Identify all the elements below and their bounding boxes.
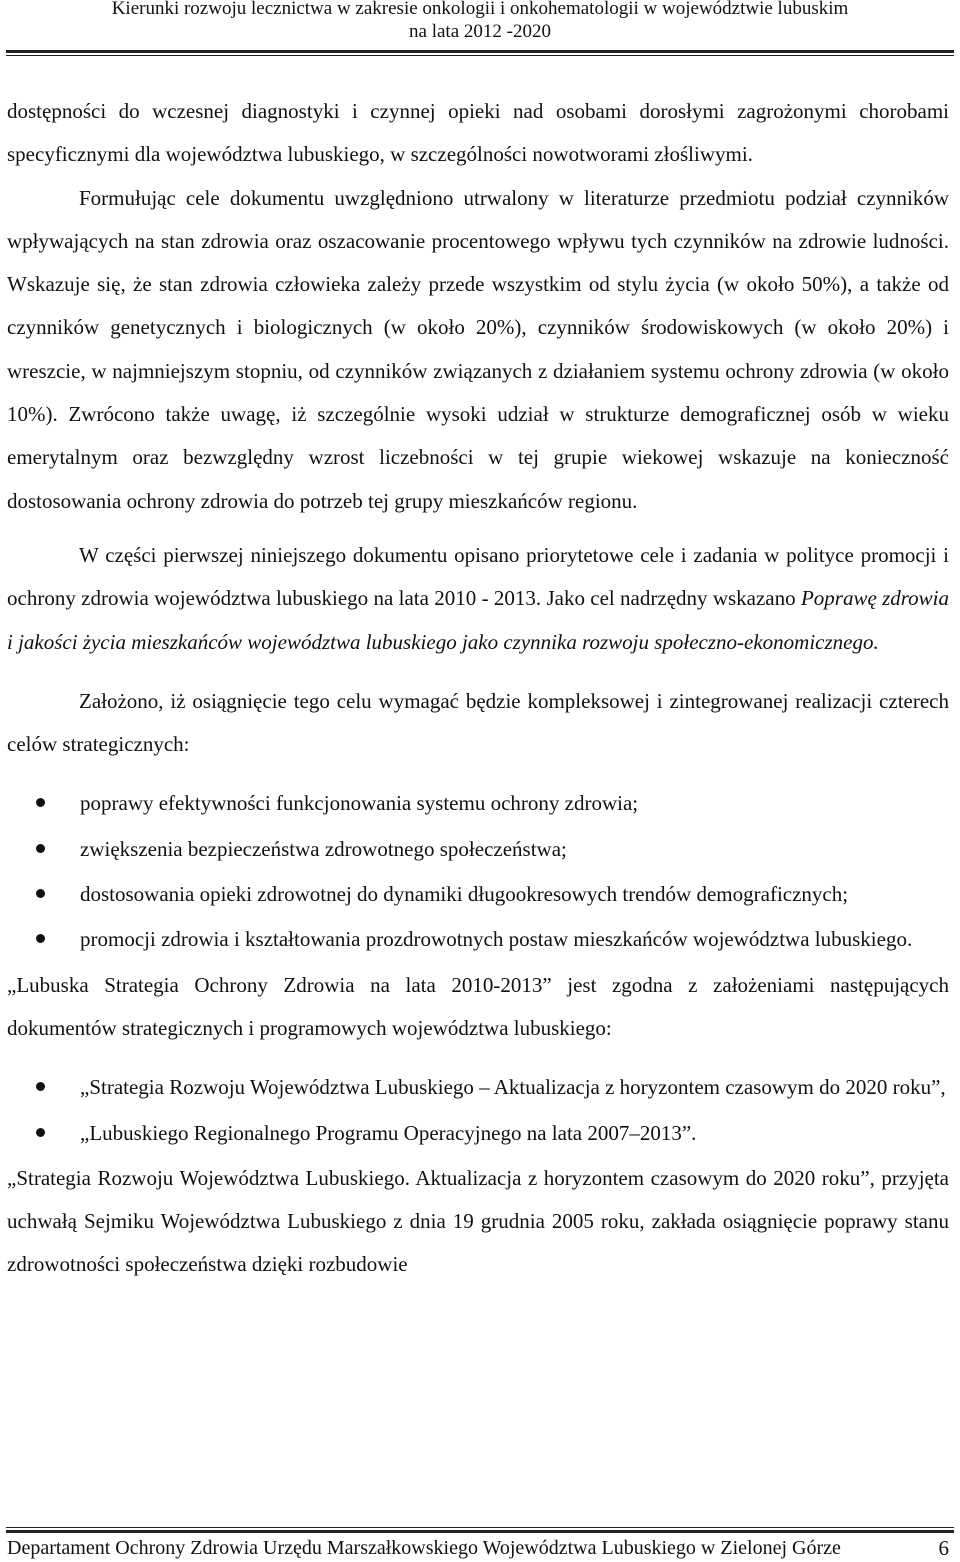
bullet-icon — [36, 934, 45, 943]
list-item — [7, 1112, 949, 1155]
list-item — [7, 1066, 949, 1109]
paragraph-1: dostępności do wczesnej diagnostyki i czynnej opieki nad osobami dorosłymi zagrożonymi chorobami specyficznymi dla województwa lubuskiego, w szczególności nowotworami złośliwymi. — [7, 99, 949, 167]
list-item — [7, 873, 949, 916]
paragraph-6: „Strategia Rozwoju Województwa Lubuskiego. Aktualizacja z horyzontem czasowym do 2020 roku”, przyjęta uchwałą Sejmiku Województwa Lubuskiego z dnia 19 grudnia 2005 roku, zakłada osiągnięcie poprawy stanu zdrowotności społeczeństwa dzięki rozbudowie — [7, 1165, 949, 1277]
paragraph-4: Założono, iż osiągnięcie tego celu wymagać będzie kompleksowej i zintegrowanej realizacji czterech celów strategicznych: — [7, 688, 949, 757]
header-rule-thin — [6, 55, 954, 56]
list-item-text: poprawy efektywności funkcjonowania systemu ochrony zdrowia; — [80, 791, 639, 816]
header-rule-thick — [6, 50, 954, 53]
list-item-text: „Strategia Rozwoju Województwa Lubuskiego – Aktualizacja z horyzontem czasowym do 2020 roku”, — [80, 1075, 946, 1100]
list-item-text: zwiększenia bezpieczeństwa zdrowotnego społeczeństwa; — [80, 836, 567, 861]
bullet-icon — [36, 798, 45, 807]
paragraph-2: Formułując cele dokumentu uwzględniono utrwalony w literaturze przedmiotu podział czynników wpływających na stan zdrowia oraz oszacowanie procentowego wpływu tych czynników na zdrowie ludności. Wskazuje się, że stan zdrowia człowieka zależy przede wszystkim od stylu życia (w około 50%), a także od czynników genetycznych i biologicznych (w około 20%), czynników środowiskowych (w około 20%) i wreszcie, w najmniejszym stopniu, od czynników związanych z działaniem systemu ochrony zdrowia (w około 10%). Zwrócono także uwagę, iż szczególnie wysoki udział w strukturze demograficznej osób w wieku emerytalnym oraz bezwzględny wzrost liczebności w tej grupie wiekowej wskazuje na konieczność dostosowania ochrony zdrowia do potrzeb tej grupy mieszkańców regionu. — [7, 185, 949, 513]
list-item — [7, 828, 949, 871]
documents-list — [7, 1066, 949, 1155]
list-item-text: promocji zdrowia i kształtowania prozdrowotnych postaw mieszkańców województwa lubuskiego. — [80, 927, 913, 952]
page-footer — [7, 1535, 951, 1561]
list-item — [7, 918, 949, 961]
paragraph-3-emphasis: Poprawę zdrowia i jakości życia mieszkańców województwa lubuskiego jako czynnika rozwoju społeczno-ekonomicznego. — [7, 586, 950, 654]
list-item-text: dostosowania opieki zdrowotnej do dynamiki długookresowych trendów demograficznych; — [80, 882, 849, 907]
paragraph-5: „Lubuska Strategia Ochrony Zdrowia na lata 2010-2013” jest zgodna z założeniami następujących dokumentów strategicznych i programowych województwa lubuskiego: — [7, 972, 949, 1040]
bullet-icon — [36, 889, 45, 898]
bullet-icon — [36, 1082, 45, 1091]
bullet-icon — [36, 1128, 45, 1137]
paragraph-3-text: W części pierwszej niniejszego dokumentu opisano priorytetowe cele i zadania w polityce promocji i ochrony zdrowia województwa lubuskiego na lata 2010 - 2013. Jako cel nadrzędny wskazano — [7, 542, 949, 611]
page-number: 6 — [938, 1536, 949, 1560]
footer-rule-thin — [6, 1527, 954, 1528]
footer-rule-thick — [6, 1530, 954, 1533]
bullet-icon — [36, 844, 45, 853]
header-title: Kierunki rozwoju lecznictwa w zakresie onkologii i onkohematologii w województwie lubuskim — [111, 0, 849, 19]
header-subtitle: na lata 2012 -2020 — [409, 21, 551, 42]
paragraph-3 — [7, 534, 949, 664]
list-item-text: „Lubuskiego Regionalnego Programu Operacyjnego na lata 2007–2013”. — [80, 1120, 697, 1145]
footer-text: Departament Ochrony Zdrowia Urzędu Marszałkowskiego Województwa Lubuskiego w Zielonej Górze — [7, 1537, 841, 1559]
document-body — [7, 90, 949, 1287]
strategic-goals-list — [7, 782, 949, 961]
list-item — [7, 782, 949, 825]
